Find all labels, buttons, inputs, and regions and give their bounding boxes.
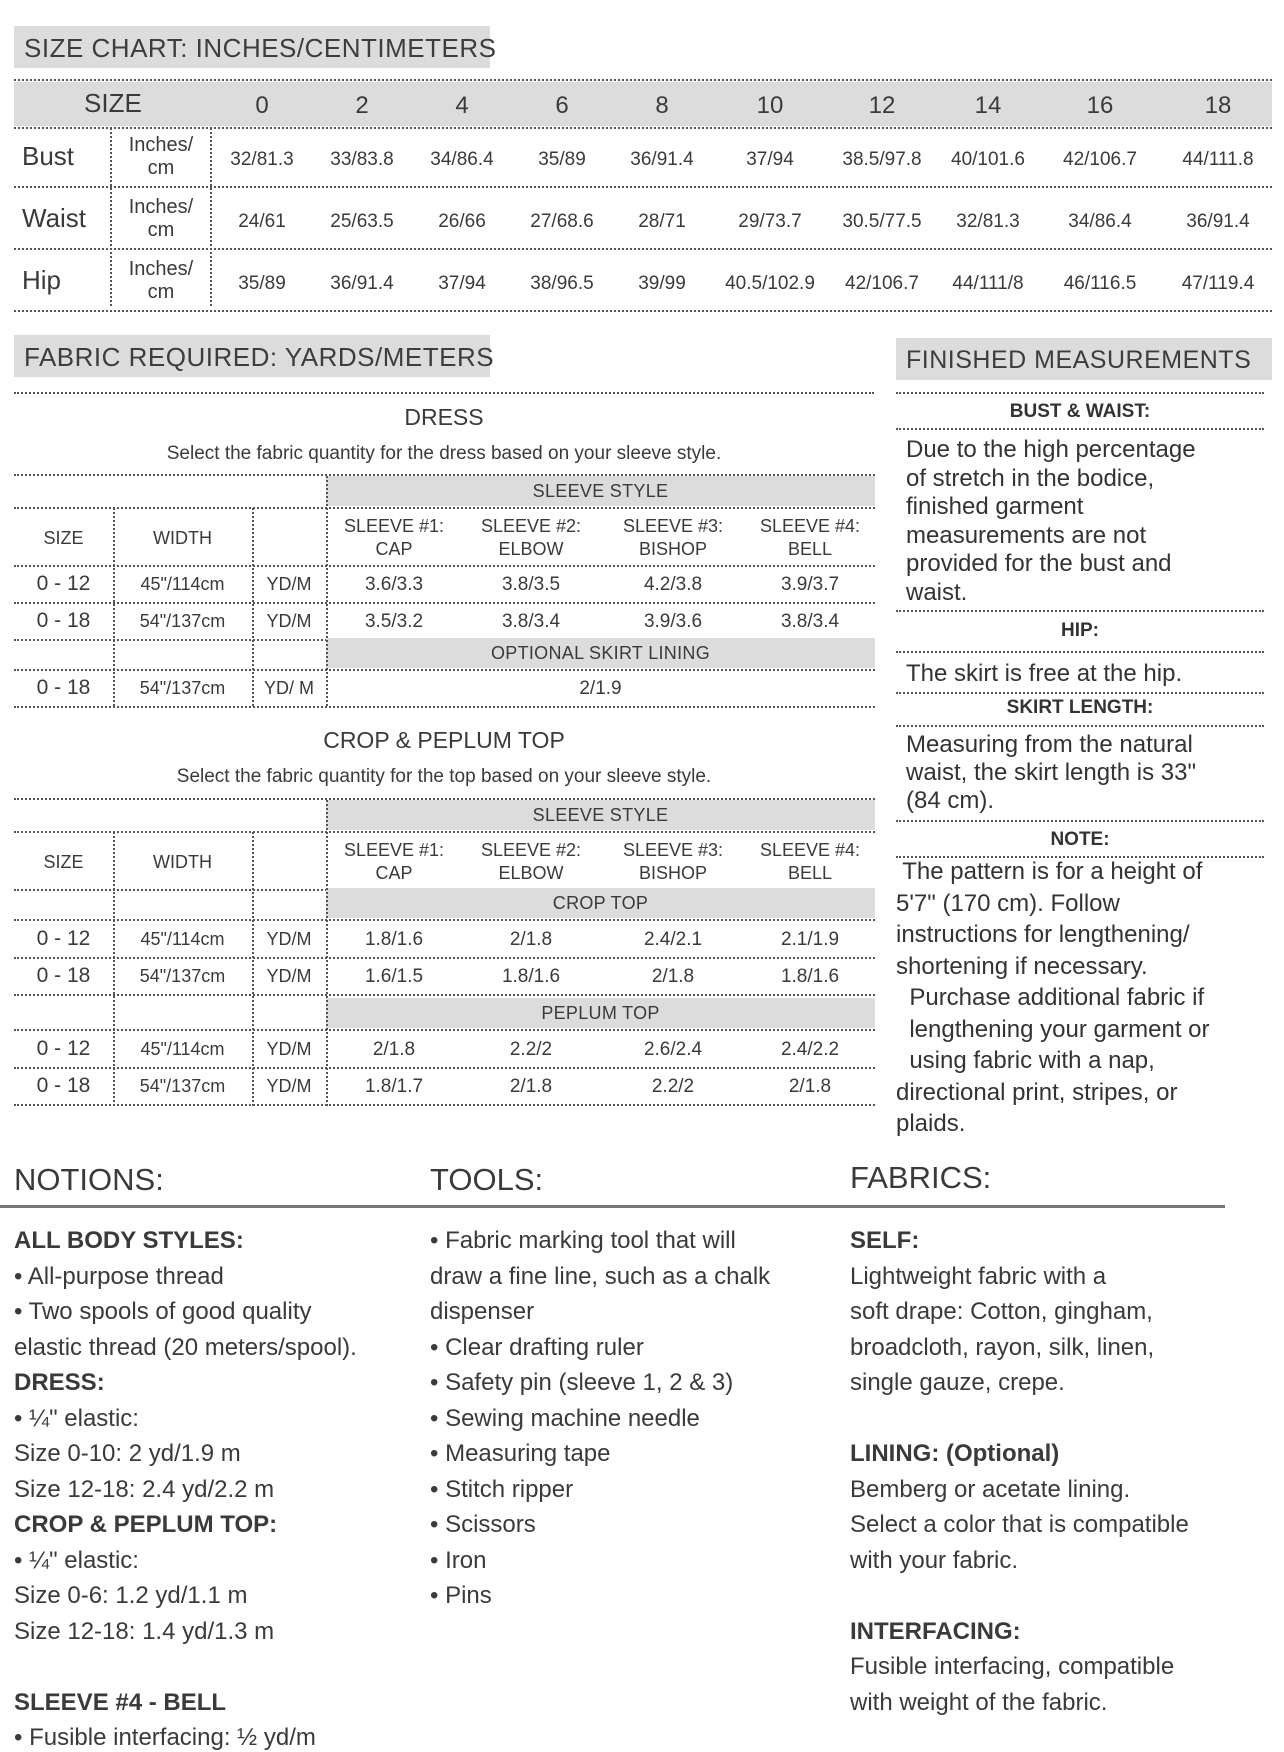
row-size: 0 - 18 bbox=[36, 964, 91, 987]
fabric-value: 4.2/3.8 bbox=[643, 574, 703, 595]
sleeve-name: SLEEVE #4: bbox=[759, 840, 861, 860]
note-line: 5'7" (170 cm). Follow bbox=[896, 889, 1120, 917]
row-width: 54"/137cm bbox=[139, 678, 226, 698]
notions-line: • Fusible interfacing: ½ yd/m bbox=[14, 1724, 316, 1751]
row-width: 54"/137cm bbox=[139, 966, 226, 986]
size-value: 29/73.7 bbox=[738, 211, 802, 232]
divider bbox=[14, 919, 875, 921]
row-unit: YD/M bbox=[266, 929, 312, 949]
fabrics-title: FABRICS: bbox=[850, 1160, 992, 1195]
size-value: 37/94 bbox=[438, 273, 486, 294]
fabric-value: 3.8/3.4 bbox=[501, 611, 561, 632]
fabrics-line: Lightweight fabric with a bbox=[850, 1262, 1107, 1290]
divider bbox=[14, 310, 1272, 312]
notions-title: NOTIONS: bbox=[14, 1162, 164, 1197]
size-value: 47/119.4 bbox=[1181, 273, 1255, 294]
width-column-header: WIDTH bbox=[153, 852, 212, 872]
unit-label-line1: Inches/ bbox=[128, 134, 194, 156]
divider bbox=[252, 508, 254, 706]
divider bbox=[14, 392, 874, 394]
notions-line: • All-purpose thread bbox=[14, 1262, 224, 1290]
fabrics-line: broadcloth, rayon, silk, linen, bbox=[850, 1333, 1155, 1361]
size-column-header: SIZE bbox=[43, 528, 84, 548]
peplum-top-label: PEPLUM TOP bbox=[541, 1003, 660, 1023]
tools-line: • Iron bbox=[430, 1546, 487, 1574]
fabric-value: 1.8/1.6 bbox=[501, 966, 561, 987]
sleeve-type: BISHOP bbox=[638, 539, 708, 559]
size-header: 14 bbox=[974, 92, 1002, 119]
fabric-value: 3.6/3.3 bbox=[364, 574, 424, 595]
size-value: 38/96.5 bbox=[530, 273, 594, 294]
row-size: 0 - 12 bbox=[36, 1037, 91, 1060]
notions-line-heading: DRESS: bbox=[14, 1369, 105, 1396]
bust-waist-line: waist. bbox=[906, 578, 968, 606]
size-value: 36/91.4 bbox=[330, 273, 394, 294]
section-rule bbox=[0, 1205, 1225, 1208]
sleeve-type: BELL bbox=[787, 539, 833, 559]
bust-waist-line: of stretch in the bodice, bbox=[906, 464, 1155, 492]
size-value: 28/71 bbox=[638, 211, 686, 232]
fabric-value: 3.9/3.6 bbox=[643, 611, 703, 632]
fabrics-line: Fusible interfacing, compatible bbox=[850, 1653, 1175, 1680]
tools-line: • Pins bbox=[430, 1582, 492, 1609]
size-value: 27/68.6 bbox=[530, 211, 594, 232]
divider bbox=[14, 565, 875, 567]
skirt-length-line: waist, the skirt length is 33" bbox=[906, 759, 1196, 786]
sleeve-name: SLEEVE #2: bbox=[480, 840, 582, 860]
sleeve-type: CAP bbox=[375, 863, 413, 883]
skirt-length-line: Measuring from the natural bbox=[906, 731, 1193, 758]
divider bbox=[14, 507, 875, 509]
tools-line: • Scissors bbox=[430, 1511, 536, 1538]
divider bbox=[896, 610, 1264, 612]
size-value: 34/86.4 bbox=[430, 149, 494, 170]
sleeve-name: SLEEVE #4: bbox=[759, 516, 861, 536]
fabric-value: 1.8/1.6 bbox=[780, 966, 840, 987]
size-header: 16 bbox=[1086, 92, 1114, 119]
sleeve-type: ELBOW bbox=[498, 539, 564, 559]
fabric-required-title: FABRIC REQUIRED: YARDS/METERS bbox=[14, 335, 490, 377]
fabric-value: 3.8/3.5 bbox=[501, 574, 561, 595]
sleeve-name: SLEEVE #1: bbox=[343, 840, 445, 860]
divider bbox=[14, 1029, 875, 1031]
divider bbox=[14, 669, 875, 671]
unit-label-line2: cm bbox=[147, 219, 175, 241]
size-value: 42/106.7 bbox=[1063, 149, 1137, 170]
fabric-value: 3.9/3.7 bbox=[780, 574, 840, 595]
size-value: 37/94 bbox=[746, 149, 794, 170]
measure-label: Bust bbox=[22, 141, 75, 171]
size-value: 40.5/102.9 bbox=[725, 273, 815, 294]
dress-subtitle: Select the fabric quantity for the dress based on your sleeve style. bbox=[166, 443, 722, 464]
divider bbox=[14, 127, 1272, 129]
size-header: 6 bbox=[555, 92, 569, 119]
unit-label-line2: cm bbox=[147, 157, 175, 179]
row-size: 0 - 18 bbox=[36, 1074, 91, 1097]
fabric-value: 3.5/3.2 bbox=[364, 611, 424, 632]
row-width: 54"/137cm bbox=[139, 611, 226, 631]
row-size: 0 - 18 bbox=[36, 676, 91, 699]
sleeve-name: SLEEVE #1: bbox=[343, 516, 445, 536]
fabrics-line: Select a color that is compatible bbox=[850, 1511, 1189, 1538]
divider bbox=[14, 831, 875, 833]
size-value: 40/101.6 bbox=[951, 149, 1025, 170]
notions-line: • ¼" elastic: bbox=[14, 1546, 139, 1574]
tools-line: draw a fine line, such as a chalk bbox=[430, 1262, 771, 1290]
fabrics-line: with weight of the fabric. bbox=[850, 1688, 1108, 1716]
row-unit: YD/M bbox=[266, 574, 312, 594]
sleeve-style-label: SLEEVE STYLE bbox=[532, 481, 669, 501]
fabric-value: 2/1.9 bbox=[579, 678, 622, 699]
size-header: 8 bbox=[655, 92, 669, 119]
divider bbox=[896, 428, 1264, 430]
note-line: using fabric with a nap, bbox=[896, 1047, 1155, 1074]
notions-line: Size 12-18: 1.4 yd/1.3 m bbox=[14, 1617, 275, 1645]
tools-line: • Fabric marking tool that will bbox=[430, 1227, 736, 1254]
size-value: 34/86.4 bbox=[1068, 211, 1132, 232]
sleeve-name: SLEEVE #2: bbox=[480, 516, 582, 536]
divider bbox=[14, 957, 875, 959]
bust-waist-line: measurements are not bbox=[906, 521, 1147, 549]
fabric-value: 2/1.8 bbox=[372, 1039, 416, 1060]
size-label: SIZE bbox=[84, 88, 142, 118]
fabrics-line: with your fabric. bbox=[850, 1546, 1019, 1574]
size-value: 32/81.3 bbox=[230, 149, 294, 170]
fabric-value: 2.4/2.1 bbox=[643, 929, 703, 950]
measure-label: Waist bbox=[22, 203, 87, 233]
top-title: CROP & PEPLUM TOP bbox=[323, 727, 565, 753]
row-unit: YD/M bbox=[266, 966, 312, 986]
size-chart-title: SIZE CHART: INCHES/CENTIMETERS bbox=[14, 26, 490, 68]
sleeve-type: ELBOW bbox=[498, 863, 564, 883]
sleeve-name: SLEEVE #3: bbox=[622, 840, 724, 860]
size-header: 18 bbox=[1204, 92, 1232, 119]
size-value: 32/81.3 bbox=[956, 211, 1020, 232]
fabric-value: 2/1.8 bbox=[509, 1076, 553, 1097]
note-line: plaids. bbox=[896, 1110, 966, 1137]
size-value: 39/99 bbox=[638, 273, 686, 294]
unit-label-line1: Inches/ bbox=[128, 196, 194, 218]
row-size: 0 - 18 bbox=[36, 609, 91, 632]
fabric-value: 2.2/2 bbox=[651, 1076, 695, 1097]
note-line: shortening if necessary. bbox=[896, 952, 1148, 980]
fabrics-line: single gauze, crepe. bbox=[850, 1369, 1065, 1396]
width-column-header: WIDTH bbox=[153, 528, 212, 548]
size-header: 4 bbox=[455, 92, 469, 119]
dress-title: DRESS bbox=[404, 404, 484, 430]
divider bbox=[326, 800, 328, 1106]
divider bbox=[896, 392, 1264, 394]
bust-waist-line: Due to the high percentage bbox=[906, 436, 1196, 463]
fabric-value: 1.8/1.6 bbox=[364, 929, 424, 950]
size-value: 44/111.8 bbox=[1182, 149, 1254, 170]
size-header: 0 bbox=[255, 92, 269, 119]
fabric-value: 2.6/2.4 bbox=[643, 1039, 703, 1060]
note-line: directional print, stripes, or bbox=[896, 1078, 1178, 1106]
notions-line-heading: SLEEVE #4 - BELL bbox=[14, 1688, 227, 1716]
size-header: 10 bbox=[756, 92, 784, 119]
divider bbox=[14, 706, 875, 708]
hip-text: The skirt is free at the hip. bbox=[906, 660, 1183, 687]
note-line: lengthening your garment or bbox=[896, 1015, 1210, 1043]
row-unit: YD/M bbox=[266, 1039, 312, 1059]
note-heading: NOTE: bbox=[1050, 829, 1110, 850]
divider bbox=[896, 651, 1264, 653]
crop-top-label: CROP TOP bbox=[552, 893, 649, 913]
fabric-value: 2/1.8 bbox=[509, 929, 553, 950]
row-unit: YD/ M bbox=[263, 678, 314, 698]
row-width: 45"/114cm bbox=[140, 1039, 225, 1059]
top-subtitle: Select the fabric quantity for the top based on your sleeve style. bbox=[176, 766, 712, 787]
unit-label-line2: cm bbox=[147, 281, 175, 303]
tools-line: • Safety pin (sleeve 1, 2 & 3) bbox=[430, 1369, 734, 1396]
fabric-value: 2.4/2.2 bbox=[780, 1039, 840, 1060]
divider bbox=[14, 602, 875, 604]
notions-line-heading: ALL BODY STYLES: bbox=[14, 1227, 244, 1254]
notions-line: elastic thread (20 meters/spool). bbox=[14, 1333, 357, 1361]
divider bbox=[896, 692, 1264, 694]
finished-measurements-title: FINISHED MEASUREMENTS bbox=[896, 338, 1272, 380]
notions-line: Size 0-6: 1.2 yd/1.1 m bbox=[14, 1582, 248, 1609]
note-line: Purchase additional fabric if bbox=[896, 984, 1205, 1011]
fabric-value: 2.1/1.9 bbox=[780, 929, 840, 950]
divider bbox=[113, 832, 115, 1106]
notions-line-heading: CROP & PEPLUM TOP: bbox=[14, 1511, 278, 1538]
fabric-value: 2/1.8 bbox=[788, 1076, 832, 1097]
size-value: 24/61 bbox=[238, 211, 286, 232]
skirt-lining-label: OPTIONAL SKIRT LINING bbox=[490, 643, 711, 663]
row-width: 45"/114cm bbox=[140, 929, 225, 949]
note-line: instructions for lengthening/ bbox=[896, 921, 1190, 948]
size-value: 42/106.7 bbox=[845, 273, 919, 294]
fabric-value: 2.2/2 bbox=[509, 1039, 553, 1060]
sleeve-type: CAP bbox=[375, 539, 413, 559]
sleeve-name: SLEEVE #3: bbox=[622, 516, 724, 536]
size-column-header: SIZE bbox=[43, 852, 84, 872]
sleeve-style-label: SLEEVE STYLE bbox=[532, 805, 669, 825]
divider bbox=[14, 994, 875, 996]
divider bbox=[14, 1067, 875, 1069]
fabrics-line: soft drape: Cotton, gingham, bbox=[850, 1298, 1153, 1325]
hip-heading: HIP: bbox=[1061, 620, 1099, 641]
tools-title: TOOLS: bbox=[430, 1162, 544, 1197]
skirt-length-heading: SKIRT LENGTH: bbox=[1006, 697, 1154, 718]
size-value: 35/89 bbox=[238, 273, 286, 294]
divider bbox=[252, 832, 254, 1106]
fabrics-line: Bemberg or acetate lining. bbox=[850, 1475, 1131, 1503]
notions-line: Size 12-18: 2.4 yd/2.2 m bbox=[14, 1475, 275, 1503]
measure-label: Hip bbox=[22, 265, 62, 295]
fabrics-line-heading: INTERFACING: bbox=[850, 1617, 1021, 1645]
size-value: 44/111/8 bbox=[952, 273, 1024, 294]
size-value: 25/63.5 bbox=[330, 211, 394, 232]
bust-waist-line: provided for the bust and bbox=[906, 550, 1172, 577]
tools-line: • Stitch ripper bbox=[430, 1475, 574, 1503]
notions-line: • ¼" elastic: bbox=[14, 1404, 139, 1432]
size-value: 26/66 bbox=[438, 211, 486, 232]
tools-line: • Clear drafting ruler bbox=[430, 1333, 644, 1361]
fabric-value: 1.6/1.5 bbox=[364, 966, 424, 987]
row-width: 45"/114cm bbox=[140, 574, 225, 594]
divider bbox=[896, 725, 1264, 727]
note-line: The pattern is for a height of bbox=[896, 858, 1203, 885]
divider bbox=[113, 508, 115, 706]
divider bbox=[14, 1104, 875, 1106]
tools-line: • Measuring tape bbox=[430, 1440, 611, 1467]
fabrics-line-heading: SELF: bbox=[850, 1227, 920, 1254]
row-width: 54"/137cm bbox=[139, 1076, 226, 1096]
fabric-value: 1.8/1.7 bbox=[364, 1076, 424, 1097]
sleeve-type: BISHOP bbox=[638, 863, 708, 883]
divider bbox=[326, 476, 328, 706]
row-unit: YD/M bbox=[266, 611, 312, 631]
size-value: 35/89 bbox=[538, 149, 586, 170]
size-value: 38.5/97.8 bbox=[842, 149, 922, 170]
size-value: 46/116.5 bbox=[1063, 273, 1137, 294]
size-header: 12 bbox=[868, 92, 896, 119]
fabric-value: 3.8/3.4 bbox=[780, 611, 840, 632]
bust-waist-heading: BUST & WAIST: bbox=[1009, 401, 1151, 422]
unit-label-line1: Inches/ bbox=[128, 258, 194, 280]
fabrics-line-heading: LINING: (Optional) bbox=[850, 1440, 1060, 1467]
size-value: 33/83.8 bbox=[330, 149, 394, 170]
divider bbox=[14, 186, 1272, 188]
size-value: 36/91.4 bbox=[1186, 211, 1250, 232]
tools-line: • Sewing machine needle bbox=[430, 1404, 700, 1432]
divider bbox=[896, 820, 1264, 822]
bust-waist-line: finished garment bbox=[906, 493, 1084, 520]
size-value: 36/91.4 bbox=[630, 149, 694, 170]
notions-line: Size 0-10: 2 yd/1.9 m bbox=[14, 1440, 241, 1467]
size-value: 30.5/77.5 bbox=[842, 211, 922, 232]
skirt-length-line: (84 cm). bbox=[906, 787, 995, 814]
tools-line: dispenser bbox=[430, 1298, 535, 1325]
size-header: 2 bbox=[355, 92, 369, 119]
row-unit: YD/M bbox=[266, 1076, 312, 1096]
divider bbox=[14, 248, 1272, 250]
notions-line: • Two spools of good quality bbox=[14, 1298, 312, 1325]
fabric-value: 2/1.8 bbox=[651, 966, 695, 987]
row-size: 0 - 12 bbox=[36, 927, 91, 950]
row-size: 0 - 12 bbox=[36, 572, 91, 595]
divider bbox=[14, 79, 1272, 81]
sleeve-type: BELL bbox=[787, 863, 833, 883]
